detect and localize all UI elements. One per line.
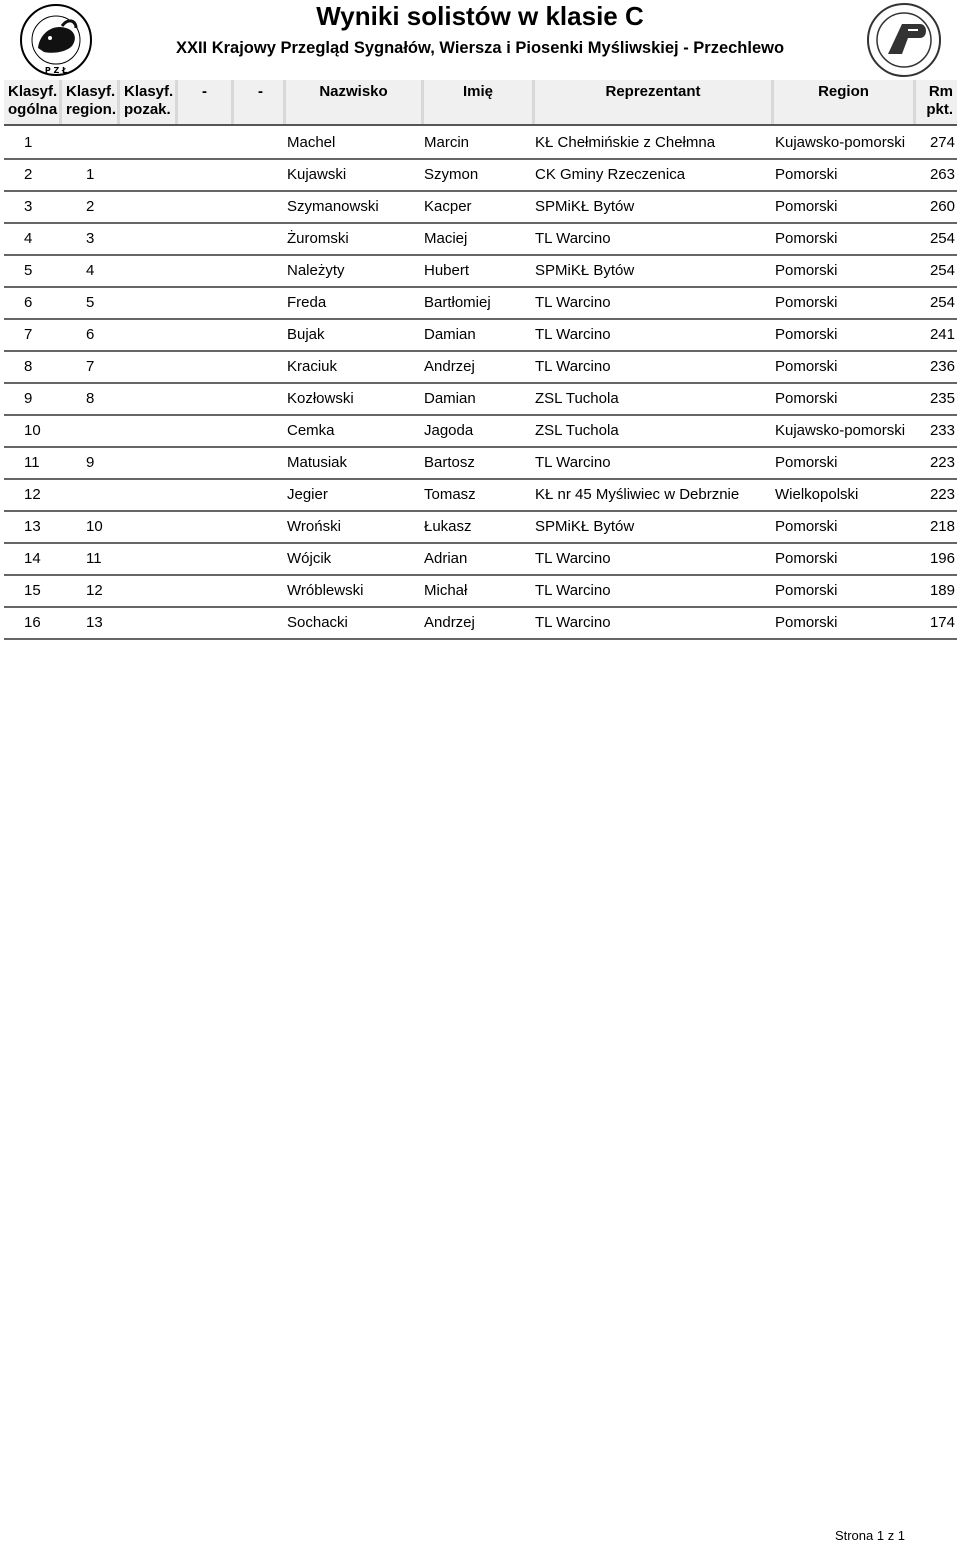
table-row [4, 512, 957, 544]
cell-region: Wielkopolski [775, 486, 859, 503]
cell-region: Pomorski [775, 326, 838, 343]
cell-region: Pomorski [775, 166, 838, 183]
cell-klasyf-ogolna: 9 [24, 390, 33, 407]
cell-imie: Adrian [424, 550, 468, 567]
table-row [4, 576, 957, 608]
cell-nazwisko: Kraciuk [287, 358, 338, 375]
cell-imie: Tomasz [424, 486, 476, 503]
results-table-body [4, 128, 957, 640]
cell-reprezentant: SPMiKŁ Bytów [535, 262, 635, 279]
cell-nazwisko: Wójcik [287, 550, 332, 567]
cell-klasyf-region: 7 [86, 358, 95, 375]
cell-nazwisko: Sochacki [287, 614, 348, 631]
table-row [4, 224, 957, 256]
cell-reprezentant: TL Warcino [535, 454, 611, 471]
cell-klasyf-region: 12 [86, 582, 103, 599]
cell-nazwisko: Wroński [287, 518, 341, 535]
col-label: Rm [928, 83, 953, 100]
table-row [4, 352, 957, 384]
cell-pkt: 218 [929, 518, 955, 535]
cell-imie: Damian [424, 390, 476, 407]
cell-region: Kujawsko-pomorski [775, 422, 906, 439]
cell-reprezentant: CK Gminy Rzeczenica [535, 166, 686, 183]
cell-pkt: 236 [929, 358, 955, 375]
cell-region: Pomorski [775, 294, 838, 311]
cell-nazwisko: Wróblewski [287, 582, 364, 599]
cell-reprezentant: SPMiKŁ Bytów [535, 518, 635, 535]
cell-klasyf-ogolna: 14 [24, 550, 41, 567]
cell-imie: Bartosz [424, 454, 475, 471]
table-row [4, 480, 957, 512]
cell-imie: Damian [424, 326, 476, 343]
col-label: Klasyf. [124, 83, 174, 100]
cell-klasyf-ogolna: 15 [24, 582, 41, 599]
cell-nazwisko: Bujak [287, 326, 325, 343]
cell-pkt: 223 [929, 454, 955, 471]
col-label: Klasyf. [66, 83, 116, 100]
cell-pkt: 254 [929, 262, 955, 279]
cell-nazwisko: Należyty [287, 262, 345, 279]
cell-pkt: 254 [929, 294, 955, 311]
cell-klasyf-region: 3 [86, 230, 95, 247]
svg-text:P Z Ł: P Z Ł [44, 66, 68, 75]
cell-klasyf-region: 1 [86, 166, 95, 183]
cell-pkt: 189 [929, 582, 955, 599]
col-label: Klasyf. [8, 83, 58, 100]
page-number: Strona 1 z 1 [834, 1528, 906, 1543]
cell-klasyf-ogolna: 8 [24, 358, 33, 375]
header-divider [4, 124, 957, 126]
cell-klasyf-region: 8 [86, 390, 95, 407]
cell-pkt: 260 [929, 198, 955, 215]
cell-klasyf-ogolna: 2 [24, 166, 33, 183]
cell-klasyf-ogolna: 5 [24, 262, 33, 279]
cell-klasyf-region: 2 [86, 198, 95, 215]
col-label: pkt. [926, 101, 953, 118]
table-row [4, 256, 957, 288]
cell-nazwisko: Cemka [287, 422, 335, 439]
cell-klasyf-ogolna: 6 [24, 294, 33, 311]
col-label: pozak. [124, 101, 171, 118]
cell-reprezentant: TL Warcino [535, 550, 611, 567]
col-klasyf-region [62, 80, 120, 126]
cell-klasyf-ogolna: 1 [24, 134, 33, 151]
table-row [4, 160, 957, 192]
table-row [4, 448, 957, 480]
cell-region: Pomorski [775, 262, 838, 279]
col-label: ogólna [8, 101, 58, 118]
table-row [4, 320, 957, 352]
table-row [4, 192, 957, 224]
table-row [4, 608, 957, 640]
cell-imie: Bartłomiej [424, 294, 491, 311]
cell-pkt: 233 [929, 422, 955, 439]
col-dash-2: - [234, 80, 286, 126]
cell-region: Pomorski [775, 614, 838, 631]
col-dash-1: - [178, 80, 234, 126]
cell-imie: Szymon [424, 166, 479, 183]
table-row [4, 288, 957, 320]
cell-klasyf-region: 13 [86, 614, 103, 631]
col-region: Region [774, 80, 916, 126]
cell-klasyf-region: 10 [86, 518, 103, 535]
cell-reprezentant: KŁ nr 45 Myśliwiec w Debrznie [535, 486, 740, 503]
cell-reprezentant: TL Warcino [535, 230, 611, 247]
cell-nazwisko: Kujawski [287, 166, 347, 183]
cell-klasyf-ogolna: 11 [24, 454, 40, 471]
col-klasyf-ogolna [4, 80, 62, 126]
cell-nazwisko: Matusiak [287, 454, 348, 471]
cell-klasyf-ogolna: 16 [24, 614, 41, 631]
cell-pkt: 274 [929, 134, 955, 151]
col-reprezentant: Reprezentant [535, 80, 774, 126]
cell-reprezentant: TL Warcino [535, 358, 611, 375]
cell-reprezentant: SPMiKŁ Bytów [535, 198, 635, 215]
cell-pkt: 263 [929, 166, 955, 183]
col-klasyf-pozak [120, 80, 178, 126]
cell-klasyf-region: 6 [86, 326, 95, 343]
cell-region: Pomorski [775, 390, 838, 407]
cell-pkt: 223 [929, 486, 955, 503]
cell-reprezentant: TL Warcino [535, 614, 611, 631]
page-title: Wyniki solistów w klasie C [316, 1, 644, 31]
cell-pkt: 241 [929, 326, 955, 343]
cell-nazwisko: Kozłowski [287, 390, 354, 407]
table-row [4, 416, 957, 448]
cell-region: Pomorski [775, 230, 838, 247]
club-seal-logo [10, 2, 102, 78]
cell-imie: Marcin [424, 134, 470, 151]
col-label: region. [66, 101, 117, 118]
cell-reprezentant: ZSL Tuchola [535, 390, 619, 407]
cell-pkt: 235 [929, 390, 955, 407]
cell-region: Pomorski [775, 550, 838, 567]
col-rm-pkt [916, 80, 957, 126]
cell-imie: Andrzej [424, 358, 475, 375]
table-row [4, 544, 957, 576]
cell-region: Pomorski [775, 198, 838, 215]
cell-imie: Łukasz [424, 518, 472, 535]
cell-klasyf-region: 5 [86, 294, 95, 311]
cell-region: Kujawsko-pomorski [775, 134, 906, 151]
cell-region: Pomorski [775, 454, 838, 471]
cell-nazwisko: Machel [287, 134, 336, 151]
cell-klasyf-region: 11 [86, 550, 102, 567]
cell-imie: Jagoda [424, 422, 474, 439]
cell-imie: Michał [424, 582, 468, 599]
table-row [4, 128, 957, 160]
cell-klasyf-ogolna: 12 [24, 486, 41, 503]
table-row [4, 384, 957, 416]
cell-klasyf-ogolna: 10 [24, 422, 41, 439]
cell-region: Pomorski [775, 358, 838, 375]
cell-reprezentant: TL Warcino [535, 582, 611, 599]
cell-nazwisko: Szymanowski [287, 198, 379, 215]
cell-reprezentant: TL Warcino [535, 326, 611, 343]
cell-region: Pomorski [775, 582, 838, 599]
cell-reprezentant: KŁ Chełmińskie z Chełmna [535, 134, 716, 151]
cell-region: Pomorski [775, 518, 838, 535]
col-nazwisko: Nazwisko [286, 80, 424, 126]
cell-imie: Kacper [424, 198, 472, 215]
cell-reprezentant: ZSL Tuchola [535, 422, 619, 439]
cell-pkt: 174 [929, 614, 955, 631]
lasy-panstwowe-logo [862, 2, 946, 78]
table-header [4, 80, 957, 126]
cell-klasyf-ogolna: 3 [24, 198, 33, 215]
cell-imie: Maciej [424, 230, 468, 247]
cell-nazwisko: Jegier [287, 486, 328, 503]
col-imie: Imię [424, 80, 535, 126]
cell-nazwisko: Żuromski [287, 230, 349, 247]
cell-nazwisko: Freda [287, 294, 327, 311]
page-subtitle: XXII Krajowy Przegląd Sygnałów, Wiersza i Piosenki Myśliwskiej - Przechlewo [175, 39, 785, 57]
cell-pkt: 254 [929, 230, 955, 247]
cell-klasyf-region: 4 [86, 262, 95, 279]
cell-klasyf-ogolna: 4 [24, 230, 33, 247]
cell-imie: Hubert [424, 262, 470, 279]
cell-klasyf-ogolna: 7 [24, 326, 33, 343]
cell-pkt: 196 [929, 550, 955, 567]
cell-reprezentant: TL Warcino [535, 294, 611, 311]
cell-klasyf-ogolna: 13 [24, 518, 41, 535]
cell-klasyf-region: 9 [86, 454, 95, 471]
cell-imie: Andrzej [424, 614, 475, 631]
